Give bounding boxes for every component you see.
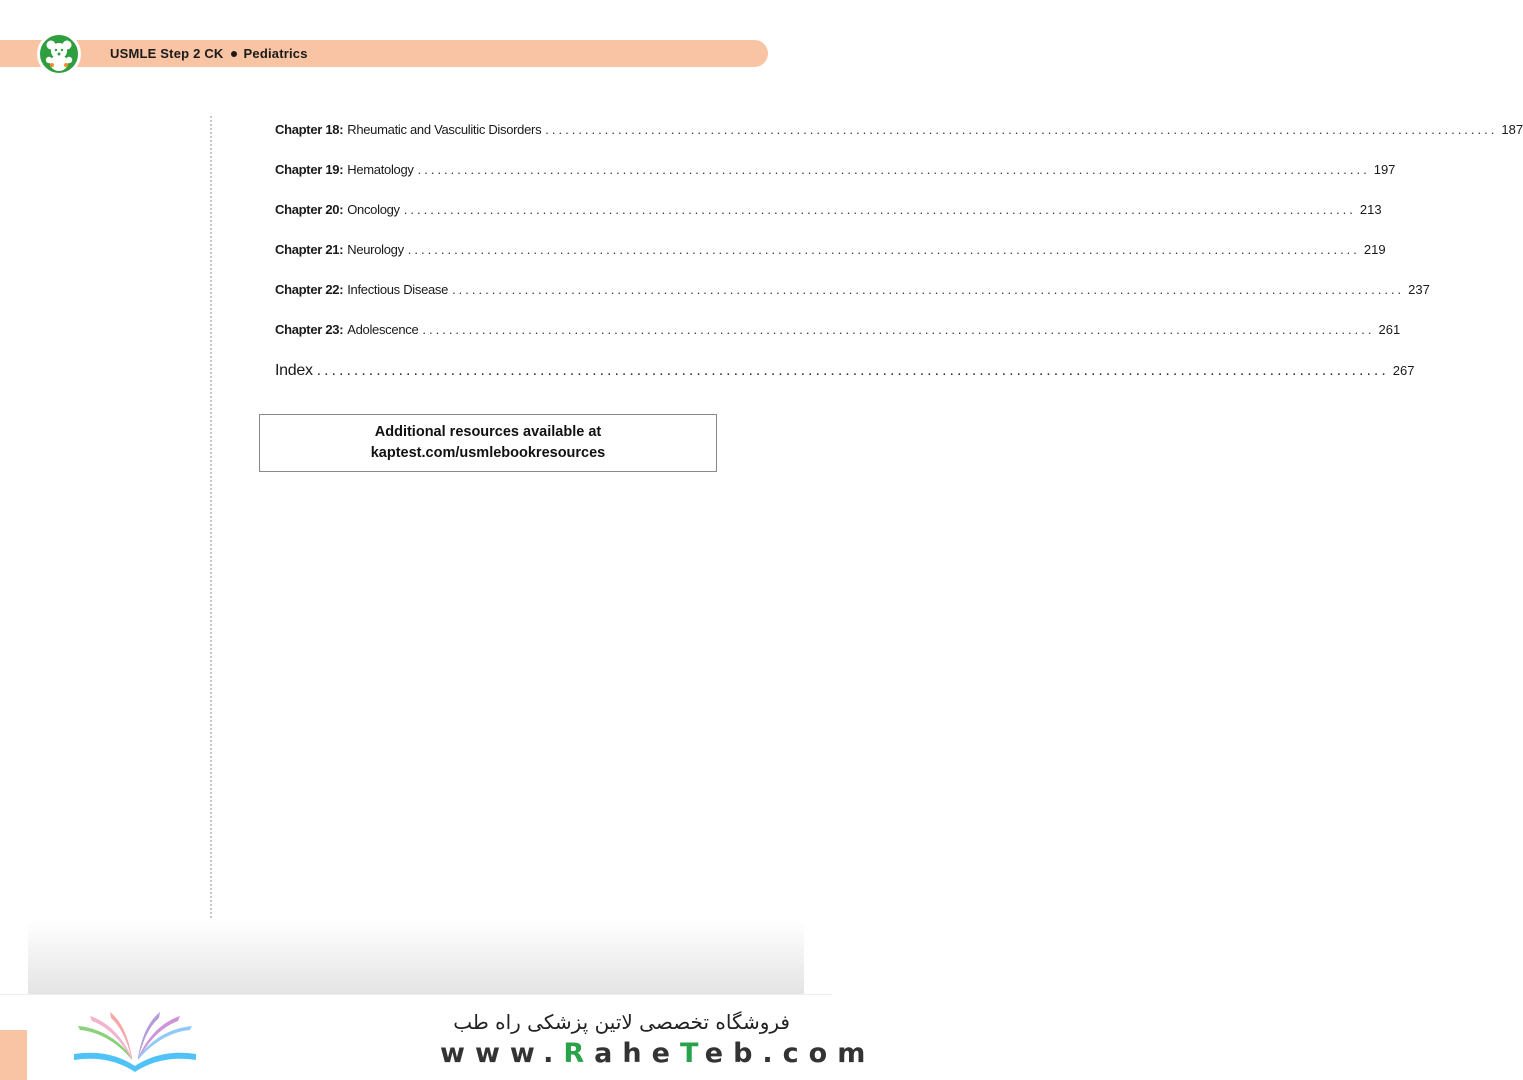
page-number: 219 [1363,242,1386,257]
dot-leader [418,162,1370,177]
running-header [110,46,308,61]
page-number: 187 [1501,122,1523,137]
dot-leader [422,322,1374,337]
toc-entry[interactable] [275,122,1523,162]
chapter-title: Neurology [347,242,404,257]
resources-line-1: Additional resources available at [374,424,602,440]
dot-leader [408,242,1360,257]
corner-tab [0,1030,27,1080]
footer-rule [0,994,832,995]
url-suffix: eb.com [704,1038,876,1069]
chapter-number: Chapter 20: [275,202,344,217]
url-part: ahe [594,1038,680,1069]
chapter-title: Infectious Disease [347,282,449,297]
chapter-title: Hematology [347,162,414,177]
chapter-title: Adolescence [347,322,419,337]
toc-entry[interactable] [275,162,1396,202]
watermark-url [440,1038,876,1069]
chapter-title: Rheumatic and Vasculitic Disorders [347,122,542,137]
bullet-separator-icon [231,51,237,57]
chapter-number: Chapter 21: [275,242,344,257]
header-book: USMLE Step 2 CK [110,46,224,61]
additional-resources-box [259,414,717,472]
dot-leader [317,362,1389,380]
page-number: 197 [1373,162,1396,177]
toc-entry[interactable] [275,242,1386,282]
page-number: 261 [1378,322,1401,337]
table-of-contents [275,122,1523,404]
teddy-bear-icon [37,32,81,76]
page-bottom-shadow [28,920,804,994]
chapter-number: Chapter 23: [275,322,344,337]
url-letter-r: R [563,1038,595,1069]
dot-leader [452,282,1404,297]
chapter-number: Chapter 18: [275,122,344,137]
url-prefix: www. [440,1038,564,1069]
header-subject: Pediatrics [243,46,308,61]
resources-link[interactable]: kaptest.com/usmlebookresources [370,445,606,461]
page-number: 213 [1359,202,1382,217]
toc-entry[interactable] [275,282,1430,322]
chapter-number: Chapter 19: [275,162,344,177]
url-letter-t: T [679,1038,705,1069]
toc-entry[interactable] [275,322,1401,362]
toc-entry-index[interactable] [275,362,1415,404]
watermark-persian-text: فروشگاه تخصصی لاتین پزشکی راه طب [453,1010,790,1034]
chapter-title: Oncology [347,202,400,217]
dot-leader [404,202,1356,217]
open-book-icon [70,1010,200,1074]
chapter-number: Chapter 22: [275,282,344,297]
page-number: 237 [1408,282,1430,297]
index-title: Index [275,362,313,379]
dotted-divider [210,116,212,994]
toc-entry[interactable] [275,202,1382,242]
dot-leader [545,122,1497,137]
page-number: 267 [1392,363,1415,378]
